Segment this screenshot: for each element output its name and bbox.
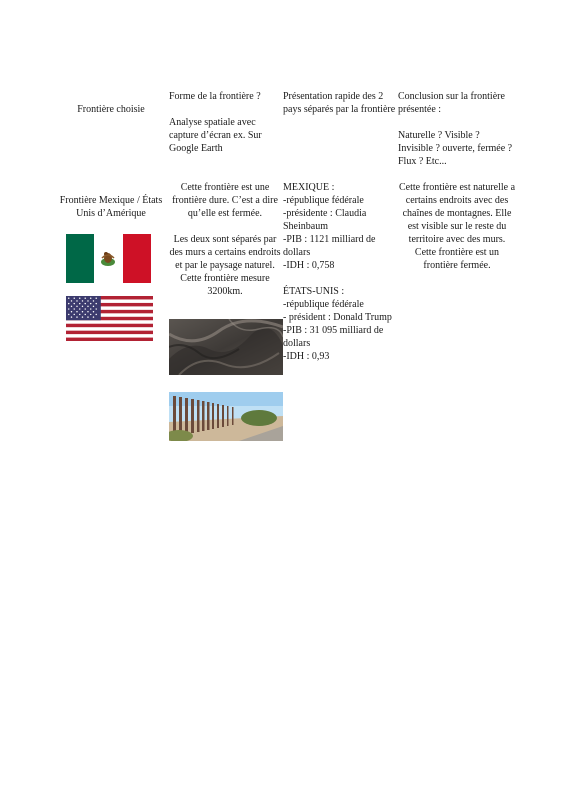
border-wall-photo — [169, 392, 283, 441]
header-countries-presentation: Présentation rapide des 2 pays séparés par la frontière — [283, 91, 396, 115]
header-border-form: Forme de la frontière ? Analyse spatiale avec capture d’écran ex. Sur Google Earth — [169, 91, 262, 154]
flag-mexico-icon — [66, 234, 151, 283]
mexico-eagle-emblem-icon — [98, 249, 118, 269]
header-border-chosen: Frontière choisie — [77, 104, 145, 115]
countries-presentation-text: MEXIQUE : -république fédérale -présidente : Claudia Sheinbaum -PIB : 1121 milliard de dollars -IDH : 0,758 ÉTATS-UNIS : -république fédérale - président : Donald Trump -PIB : 31 095 milliard de dollars -IDH : 0,93 — [283, 182, 392, 362]
border-name: Frontière Mexique / États Unis d’Amérique — [59, 195, 165, 219]
mountain-satellite-photo — [169, 319, 283, 375]
border-form-text: Cette frontière est une frontière dure. C’est a dire qu’elle est fermée. Les deux sont séparés par des murs a certains endroits et par le paysage naturel. Cette frontière mesure 3200km. — [169, 182, 281, 297]
flag-usa-icon — [66, 296, 153, 341]
conclusion-text: Cette frontière est naturelle a certains endroits avec des chaînes de montagnes. Elle est visible sur le reste du territoire avec des murs. Cette frontière est un frontière fermée. — [398, 182, 518, 271]
header-conclusion: Conclusion sur la frontière présentée : Naturelle ? Visible ? Invisible ? ouverte, fermée ? Flux ? Etc... — [398, 91, 513, 167]
